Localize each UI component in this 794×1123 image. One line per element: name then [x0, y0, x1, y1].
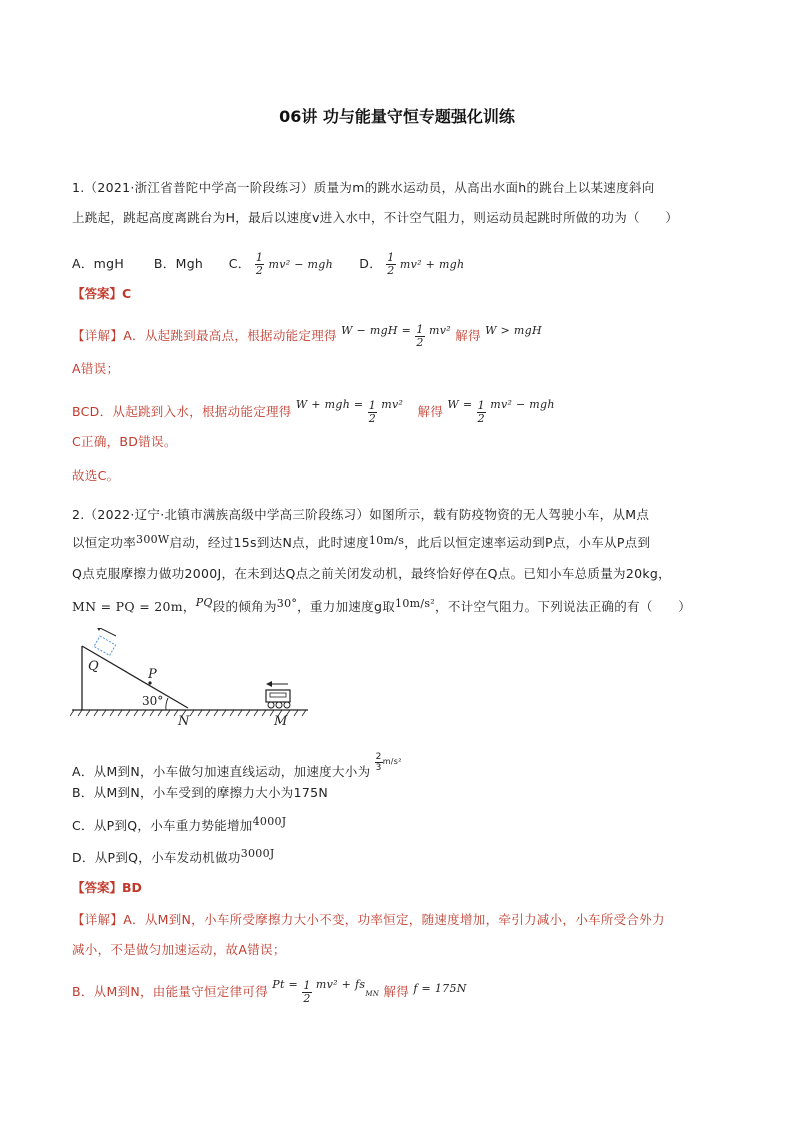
q2-detail-a-line2: 减小，不是做匀加速运动，故A错误；: [72, 942, 286, 957]
q2-detail-b-solve: 解得: [383, 984, 410, 999]
incline-diagram: [70, 628, 310, 728]
q1-detail-bcd-result-left: W =: [447, 398, 473, 411]
q2-stem-line4: MN = PQ = 20m，PQ段的倾角为30°，重力加速度g取10m/s²，不计空气阻力。下列说法正确的有（ ）: [72, 596, 692, 614]
q1-detail-a-fraction: $\frac{1}{2}$: [416, 323, 424, 349]
q1-option-d-fraction: $\frac{1}{2}$: [387, 251, 395, 277]
q2-option-c: [72, 815, 287, 834]
q2-detail-b-fraction: $\frac{1}{2}$: [303, 979, 311, 1005]
q2-stem-line4-b: ，重力加速度g取: [297, 599, 396, 614]
q1-option-c-fraction: $\frac{1}{2}$: [255, 251, 264, 277]
q2-option-c-text: C．从P到Q，小车重力势能增加: [72, 818, 253, 833]
q2-option-a: [72, 752, 402, 780]
q2-stem-line2-c: ，此后以恒定速率运动到P点，小车从P点到: [404, 535, 651, 550]
q2-eq-mn-pq: MN = PQ = 20m: [72, 599, 183, 614]
slope-arrow-line: [98, 628, 116, 636]
page-title: 06讲 功与能量守恒专题强化训练: [279, 107, 515, 126]
q2-option-b: B．从M到N，小车受到的摩擦力大小为175N: [72, 785, 329, 800]
q2-answer: 【答案】BD: [72, 880, 142, 895]
q2-stem-line2: [72, 533, 650, 551]
q1-detail-bcd: [72, 398, 555, 425]
q1-answer: 【答案】C: [72, 286, 132, 301]
q2-stem-line4-c: ，不计空气阻力。下列说法正确的有（ ）: [435, 599, 692, 614]
q1-options: [72, 252, 464, 277]
q1-detail-bcd-eq-left: W + mgh =: [295, 398, 364, 411]
q1-detail-bcd-text: BCD．从起跳到入水，根据动能定理得: [72, 404, 292, 419]
q2-speed: 10m/s: [368, 534, 405, 547]
q1-stem-line2: 上跳起，跳起高度离跳台为H，最后以速度v进入水中，不计空气阻力，则运动员起跳时所做的功为（ ）: [72, 210, 679, 225]
q2-option-d: [72, 847, 275, 866]
q2-option-d-text: D．从P到Q，小车发动机做功: [72, 850, 241, 865]
q2-detail-b-eq-left: Pt =: [272, 978, 299, 991]
q2-angle: 30°: [276, 597, 298, 610]
q1-detail-a-eq-left: W − mgH =: [341, 324, 412, 337]
q2-option-d-value: 3000J: [240, 847, 275, 860]
q2-option-a-fraction: $\frac{2}{3}$: [375, 752, 382, 773]
q1-detail-bcd-solve: 解得: [417, 404, 444, 419]
q2-detail-b-eq-right: mv² + fs: [315, 978, 366, 991]
q2-detail-b: [72, 978, 467, 1005]
q2-detail-b-result: f = 175N: [413, 982, 467, 995]
q1-option-d-label: D．: [359, 256, 383, 271]
q1-detail-bcd-fraction: $\frac{1}{2}$: [368, 399, 376, 425]
q2-option-a-text: A．从M到N，小车做匀加速直线运动，加速度大小为: [72, 764, 371, 779]
label-n: N: [178, 714, 190, 728]
q2-g: 10m/s²: [395, 597, 436, 610]
label-m: M: [274, 714, 288, 728]
q2-detail-b-text: B．从M到N，由能量守恒定律可得: [72, 984, 269, 999]
q2-detail-a-line1: 【详解】A．从M到N，小车所受摩擦力大小不变，功率恒定，随速度增加，牵引力减小，小车所受合外力: [72, 912, 665, 927]
label-p: P: [148, 667, 157, 682]
q1-detail-bcd-eq-right: mv²: [381, 398, 404, 411]
cart-arrow-head: [266, 681, 272, 687]
angle-arc: [166, 698, 168, 710]
q1-detail-a-result: W > mgH: [485, 324, 542, 337]
q1-detail-a-solve: 解得: [455, 328, 481, 343]
q1-option-ab: A．mgH B．Mgh C．: [72, 256, 251, 271]
q1-detail-bcd-result-fraction: $\frac{1}{2}$: [477, 399, 485, 425]
incline-slope: [82, 646, 188, 708]
cargo-box: [94, 636, 116, 655]
q2-stem-line2-b: 启动，经过15s到达N点，此时速度: [169, 535, 369, 550]
q2-power: 300W: [136, 533, 170, 546]
label-q: Q: [88, 659, 99, 674]
q1-detail-a-eq-right: mv²: [429, 324, 451, 337]
q1-detail-bcd-result-right: mv² − mgh: [490, 398, 555, 411]
q1-detail-a-text: 【详解】A．从起跳到最高点，根据动能定理得: [72, 328, 337, 343]
q1-option-d-expr: mv² + mgh: [399, 258, 465, 271]
q2-stem-line4-a: 段的倾角为: [212, 599, 277, 614]
cart: [266, 690, 290, 708]
q2-pq: PQ: [195, 596, 213, 609]
q1-detail-a: [72, 324, 542, 349]
q2-stem-line3: Q点克服摩擦力做功2000J，在未到达Q点之前关闭发动机，最终恰好停在Q点。已知小车总质量为20kg，: [72, 566, 671, 581]
q2-option-a-unit: m/s²: [382, 757, 402, 766]
q1-stem-line1: 1.（2021·浙江省普陀中学高一阶段练习）质量为m的跳水运动员，从高出水面h的跳台上以某速度斜向: [72, 180, 655, 195]
q2-stem-line2-a: 以恒定功率: [72, 535, 137, 550]
q2-detail-b-sub: MN: [365, 990, 380, 998]
q1-detail-c-right: C正确，BD错误。: [72, 434, 177, 449]
q2-stem-line1: 2.（2022·辽宁·北镇市满族高级中学高三阶段练习）如图所示，载有防疫物资的无人驾驶小车，从M点: [72, 507, 650, 522]
q1-detail-a-wrong: A错误；: [72, 361, 120, 376]
q2-option-c-value: 4000J: [252, 815, 287, 828]
q1-choose: 故选C。: [72, 468, 120, 483]
q1-option-c-expr: mv² − mgh: [268, 258, 333, 271]
label-angle: 30°: [142, 694, 164, 708]
